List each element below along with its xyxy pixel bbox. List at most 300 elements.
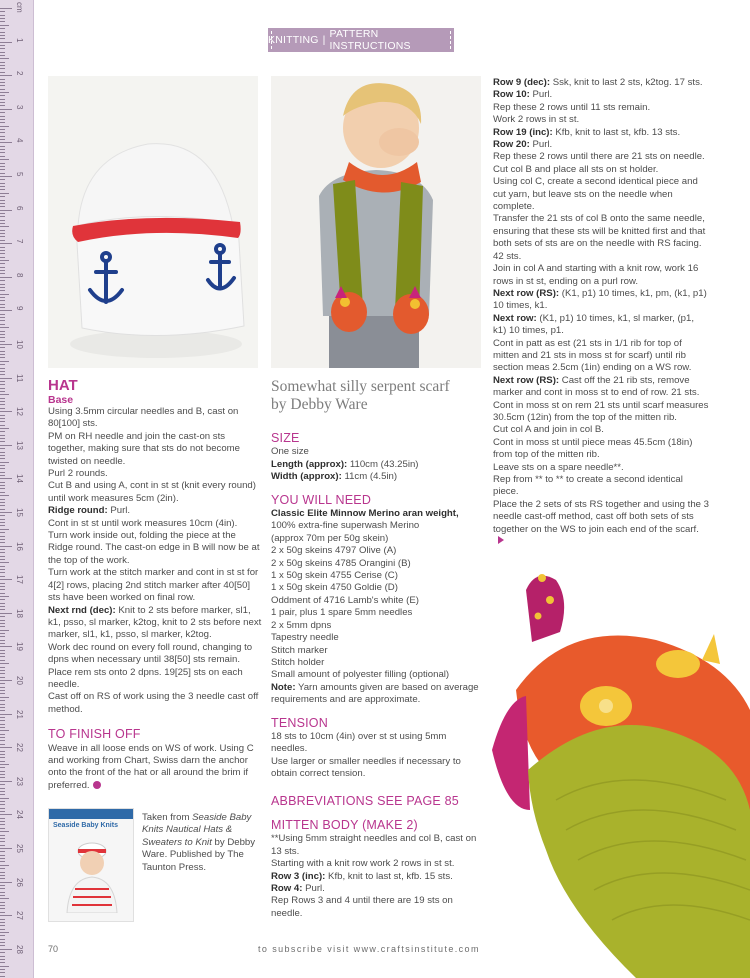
material-item: Small amount of polyester filling (optional): [271, 669, 450, 681]
yarn-name: Classic Elite Minnow Merino aran weight,: [271, 508, 459, 520]
step-text: Purl.: [107, 505, 131, 517]
ruler-tick: [0, 72, 5, 73]
length-line: Length (approx): 110cm (43.25in): [271, 458, 419, 470]
ruler-tick: [0, 378, 12, 379]
ruler-tick: [0, 488, 5, 489]
hat-step: Turn work inside out, folding the piece at the Ridge round. The cast-on edge in B will now be at the top of the work.: [48, 530, 260, 566]
ruler-tick: [0, 260, 9, 261]
ruler-tick: [0, 660, 5, 661]
ruler-tick: [0, 82, 5, 83]
ruler-tick: [0, 253, 5, 254]
ruler-tick: [0, 415, 5, 416]
ruler-tick: [0, 344, 12, 345]
ruler-tick: [0, 189, 5, 190]
ruler-tick: [0, 720, 5, 721]
row-step: Row 10: Purl.: [493, 89, 553, 101]
ruler-tick: [0, 704, 5, 705]
row-step: Cont in patt as est (21 sts in 1/1 rib for top of mitten and 21 sts in moss st for scarf) until rib section meas 2.5cm (1in) ending on a WS row.: [493, 337, 692, 374]
material-item: Tapestry needle: [271, 632, 339, 644]
ruler-tick: [0, 700, 5, 701]
ruler-tick: [0, 21, 5, 22]
ruler-number: 17: [15, 575, 24, 585]
ruler-unit: cm: [15, 2, 24, 13]
ruler-tick: [0, 882, 12, 883]
ruler-tick: [0, 448, 5, 449]
ruler-tick: [0, 468, 5, 469]
ruler-tick: [0, 868, 5, 869]
ruler-number: 9: [15, 306, 24, 311]
ruler-tick: [0, 824, 5, 825]
hat-heading: HAT: [48, 377, 78, 394]
ruler-tick: [0, 505, 5, 506]
book-cover-title: Seaside Baby Knits: [53, 822, 118, 829]
ruler-tick: [0, 371, 5, 372]
ruler-number: 19: [15, 642, 24, 652]
ruler-tick: [0, 15, 5, 16]
ruler-tick: [0, 320, 5, 321]
ruler-tick: [0, 848, 12, 849]
ruler-tick: [0, 337, 5, 338]
finish-text: Weave in all loose ends on WS of work. Using C and working from Chart, Swiss darn the anchor onto the front of the hat or all around the brim if preferred.: [48, 742, 254, 791]
row-step: Cut col A and join in col B.: [493, 424, 604, 436]
hat-photo: [48, 76, 258, 368]
ruler-tick: [0, 425, 5, 426]
ruler-tick: [0, 922, 5, 923]
ruler-tick: [0, 173, 5, 174]
ruler-tick: [0, 475, 5, 476]
row-step: Place the 2 sets of sts RS together and using the 3 needle cast-off method, cast off both sets of sts together on the WS to join each end of the scarf.: [493, 499, 709, 549]
ruler-tick: [0, 156, 5, 157]
material-item: 2 x 50g skeins 4797 Olive (A): [271, 545, 397, 557]
ruler-number: 8: [15, 272, 24, 278]
ruler-tick: [0, 25, 9, 26]
step-label: Ridge round:: [48, 505, 108, 517]
ruler-tick: [0, 247, 5, 248]
ruler-number: 23: [15, 776, 24, 786]
ruler-tick: [0, 455, 5, 456]
ruler-tick: [0, 663, 9, 664]
ruler-tick: [0, 452, 5, 453]
ruler-tick: [0, 334, 5, 335]
ruler-tick: [0, 200, 5, 201]
ruler-tick: [0, 677, 5, 678]
book-cover-band: [49, 809, 133, 819]
ruler-tick: [0, 794, 5, 795]
ruler-tick: [0, 680, 12, 681]
ruler-tick: [0, 374, 5, 375]
ruler-tick: [0, 297, 5, 298]
ruler-tick: [0, 310, 12, 311]
ruler-tick: [0, 734, 5, 735]
ruler-tick: [0, 757, 5, 758]
row-step: Rep from ** to ** to create a second identical piece.: [493, 474, 683, 498]
continue-arrow-icon: [498, 536, 504, 544]
abbreviations-heading: ABBREVIATIONS SEE PAGE 85: [271, 793, 459, 808]
ruler-tick: [0, 579, 12, 580]
mitten-step: **Using 5mm straight needles and col B, cast on 13 sts.: [271, 833, 477, 857]
ruler-tick: [0, 811, 5, 812]
ruler-tick: [0, 499, 5, 500]
ruler-tick: [0, 525, 5, 526]
ruler-number: 7: [15, 239, 24, 244]
ruler-tick: [0, 193, 9, 194]
ruler-number: 15: [15, 508, 24, 517]
ruler-tick: [0, 905, 5, 906]
hat-step: PM on RH needle and join the cast-on sts together, making sure that sts do not become twisted on needle.: [48, 430, 240, 467]
ruler-tick: [0, 929, 5, 930]
ruler-tick: [0, 300, 5, 301]
ruler-tick: [0, 68, 5, 69]
tension-text: Use larger or smaller needles if necessary to obtain correct tension.: [271, 755, 461, 780]
ruler-tick: [0, 683, 5, 684]
ruler-tick: [0, 855, 5, 856]
ruler-tick: [0, 908, 5, 909]
ruler-tick: [0, 116, 5, 117]
ruler-tick: [0, 223, 5, 224]
mitten-heading: MITTEN BODY (MAKE 2): [271, 817, 418, 832]
end-dot-icon: [93, 781, 101, 789]
ruler-tick: [0, 280, 5, 281]
ruler-tick: [0, 976, 5, 977]
ruler-tick: [0, 841, 5, 842]
row-step: Next row: (K1, p1) 10 times, k1, sl marker, (p1, k1) 10 times, p1.: [493, 312, 695, 337]
ruler-tick: [0, 290, 5, 291]
ruler-tick: [0, 724, 5, 725]
ruler-tick: [0, 105, 5, 106]
ruler-tick: [0, 959, 5, 960]
ruler-tick: [0, 730, 9, 731]
ruler-tick: [0, 119, 5, 120]
ruler-tick: [0, 727, 5, 728]
ruler-tick: [0, 226, 9, 227]
ruler-tick: [0, 542, 5, 543]
ruler-tick: [0, 351, 5, 352]
ruler-tick: [0, 220, 5, 221]
ruler-tick: [0, 509, 5, 510]
ruler-tick: [0, 270, 5, 271]
ruler-number: 18: [15, 608, 24, 618]
ruler-number: 6: [15, 205, 24, 211]
ruler-tick: [0, 643, 5, 644]
ruler-tick: [0, 327, 9, 328]
ruler-tick: [0, 969, 5, 970]
ruler-tick: [0, 213, 5, 214]
hat-step: Place rem sts onto 2 dpns. 19[25] sts on each needle.: [48, 666, 243, 690]
ruler-tick: [0, 243, 12, 244]
material-item: Oddment of 4716 Lamb's white (E): [271, 594, 419, 606]
ruler-tick: [0, 179, 5, 180]
ruler-tick: [0, 324, 5, 325]
row-step: Next row (RS): Cast off the 21 rib sts, remove marker and cont in moss st to end of row. 21 sts.: [493, 374, 700, 399]
header-separator: |: [322, 34, 326, 46]
ruler-tick: [0, 136, 5, 137]
row-step: Using col C, create a second identical piece and cut yarn, but leave sts on the needle when complete.: [493, 176, 698, 213]
ruler-tick: [0, 263, 5, 264]
note: Note: Yarn amounts given are based on average requirements and are approximate.: [271, 681, 479, 706]
ruler-tick: [0, 552, 5, 553]
ruler-number: 3: [15, 104, 24, 110]
ruler-number: 5: [15, 172, 24, 177]
ruler-tick: [0, 42, 12, 43]
ruler-tick: [0, 935, 5, 936]
ruler-tick: [0, 28, 5, 29]
boy-scarf-photo: [271, 76, 481, 368]
ruler-tick: [0, 932, 9, 933]
ruler-tick: [0, 472, 5, 473]
ruler-tick: [0, 122, 5, 123]
row-step: Work 2 rows in st st.: [493, 114, 580, 126]
ruler-tick: [0, 163, 5, 164]
ruler-tick: [0, 875, 5, 876]
size-heading: SIZE: [271, 431, 300, 445]
ruler-tick: [0, 603, 5, 604]
ruler-tick: [0, 515, 5, 516]
book-title: Seaside Baby Knits Nautical Hats & Sweaters to Knit: [142, 812, 252, 848]
ruler-tick: [0, 401, 5, 402]
ruler-number: 16: [15, 541, 24, 551]
ruler-tick: [0, 895, 5, 896]
material-item: 2 x 5mm dpns: [271, 619, 332, 631]
row-step: Row 19 (inc): Kfb, knit to last st, kfb. 13 sts.: [493, 126, 681, 138]
ruler-tick: [0, 465, 5, 466]
yarn-desc: 100% extra-fine superwash Merino: [271, 520, 420, 532]
ruler-tick: [0, 673, 5, 674]
ruler-tick: [0, 462, 9, 463]
ruler-tick: [0, 354, 5, 355]
ruler-tick: [0, 314, 5, 315]
ruler-tick: [0, 32, 5, 33]
ruler-tick: [0, 788, 5, 789]
ruler-tick: [0, 656, 5, 657]
ruler-tick: [0, 572, 5, 573]
ruler-tick: [0, 942, 5, 943]
ruler-tick: [0, 781, 12, 782]
ruler-tick: [0, 774, 5, 775]
ruler-tick: [0, 126, 9, 127]
ruler-tick: [0, 186, 5, 187]
ruler-tick: [0, 62, 5, 63]
ruler-tick: [0, 878, 5, 879]
material-item: 1 x 50g skein 4755 Cerise (C): [271, 570, 398, 582]
ruler-tick: [0, 8, 12, 9]
ruler-tick: [0, 48, 5, 49]
mitten-step: Row 4: Purl.: [271, 883, 325, 894]
ruler-tick: [0, 55, 5, 56]
ruler-tick: [0, 435, 5, 436]
ruler-tick: [0, 784, 5, 785]
ruler-tick: [0, 75, 12, 76]
mitten-continued: [493, 77, 709, 548]
ruler-tick: [0, 858, 5, 859]
tension-text: 18 sts to 10cm (4in) over st st using 5mm needles.: [271, 730, 447, 755]
ruler-tick: [0, 394, 9, 395]
ruler-tick: [0, 236, 5, 237]
ruler-tick: [0, 888, 5, 889]
ruler-tick: [0, 814, 12, 815]
ruler-tick: [0, 737, 5, 738]
ruler-tick: [0, 791, 5, 792]
ruler-number: 24: [15, 810, 24, 820]
ruler-tick: [0, 747, 12, 748]
materials-list: [271, 545, 485, 681]
ruler-tick: [0, 687, 5, 688]
mitten-step: Rep Rows 3 and 4 until there are 19 sts on needle.: [271, 895, 453, 919]
ruler-tick: [0, 404, 5, 405]
yarn-desc: (approx 70m per 50g skein): [271, 532, 389, 544]
ruler-number: 21: [15, 709, 24, 719]
ruler-number: 13: [15, 440, 24, 450]
ruler-tick: [0, 845, 5, 846]
ruler-tick: [0, 240, 5, 241]
ruler-tick: [0, 341, 5, 342]
ruler-tick: [0, 865, 9, 866]
ruler-tick: [0, 808, 5, 809]
ruler-tick: [0, 653, 5, 654]
ruler-tick: [0, 754, 5, 755]
ruler-tick: [0, 408, 5, 409]
ruler-tick: [0, 609, 5, 610]
material-item: 1 x 50g skein 4750 Goldie (D): [271, 582, 398, 594]
ruler-tick: [0, 892, 5, 893]
ruler-tick: [0, 861, 5, 862]
ruler-tick: [0, 885, 5, 886]
hat-step: Cut B and using A, cont in st st (knit every round) until work measures 5cm (2in).: [48, 480, 256, 504]
ruler-tick: [0, 522, 5, 523]
size-value: One size: [271, 446, 309, 458]
ruler-tick: [0, 898, 9, 899]
ruler-tick: [0, 203, 5, 204]
ruler-tick: [0, 569, 5, 570]
ruler-tick: [0, 767, 5, 768]
ruler-tick: [0, 912, 5, 913]
ruler-tick: [0, 710, 5, 711]
row-step: Join in col A and starting with a knit row, work 16 rows in st st, ending on a purl row.: [493, 263, 699, 287]
ruler-tick: [0, 761, 5, 762]
hat-step: [48, 605, 262, 642]
ruler-tick: [0, 620, 5, 621]
ruler-tick: [0, 556, 5, 557]
ruler-tick: [0, 801, 5, 802]
ruler-tick: [0, 347, 5, 348]
finish-heading: TO FINISH OFF: [48, 727, 141, 742]
row-step: Row 9 (dec): Ssk, knit to last 2 sts, k2tog. 17 sts.: [493, 77, 703, 88]
ruler-tick: [0, 368, 5, 369]
ruler-tick: [0, 586, 5, 587]
step-text: Knit to 2 sts before marker, sl1, k1, psso, sl marker, k2tog, knit to 2 sts before next marker, sl1, k1, psso, sl marker, k2tog.: [48, 604, 262, 641]
ruler-tick: [0, 149, 5, 150]
hat-step: Using 3.5mm circular needles and B, cast on 80[100] sts.: [48, 406, 239, 430]
page-number: 70: [48, 944, 59, 954]
ruler-tick: [0, 92, 9, 93]
ruler-tick: [0, 388, 5, 389]
ruler-tick: [0, 478, 12, 479]
ruler-tick: [0, 828, 5, 829]
book-baby-image: [49, 829, 134, 913]
hat-step: Cast off on RS of work using the 3 needle cast off method.: [48, 691, 259, 715]
ruler-tick: [0, 751, 5, 752]
ruler-tick: [0, 361, 9, 362]
ruler-tick: [0, 939, 5, 940]
ruler-tick: [0, 606, 5, 607]
ruler-tick: [0, 381, 5, 382]
ruler-tick: [0, 902, 5, 903]
row-step: Transfer the 21 sts of col B onto the same needle, ensuring that these sts will be knitted first and that both sets of sts are on the needle with RS facing. 42 sts.: [493, 213, 706, 262]
ruler-tick: [0, 764, 9, 765]
row-step: Cont in moss st on rem 21 sts until scarf measures 30.5cm (12in) from the top of the mitten rib.: [493, 399, 709, 423]
ruler-tick: [0, 384, 5, 385]
ruler-tick: [0, 441, 5, 442]
section-label: KNITTING: [268, 34, 319, 46]
ruler-tick: [0, 18, 5, 19]
step-label: Next rnd (dec):: [48, 604, 116, 616]
ruler-tick: [0, 438, 5, 439]
ruler-tick: [0, 142, 12, 143]
ruler-tick: [0, 152, 5, 153]
ruler-tick: [0, 169, 5, 170]
ruler-tick: [0, 52, 5, 53]
ruler-tick: [0, 536, 5, 537]
ruler-tick: [0, 398, 5, 399]
ruler-tick: [0, 693, 5, 694]
ruler-tick: [0, 495, 9, 496]
ruler-tick: [0, 35, 5, 36]
ruler-tick: [0, 512, 12, 513]
section-header: [268, 28, 454, 52]
ruler-tick: [0, 159, 9, 160]
ruler-tick: [0, 267, 5, 268]
material-item: Stitch holder: [271, 656, 325, 668]
tension-heading: TENSION: [271, 715, 328, 730]
ruler-tick: [0, 566, 5, 567]
ruler-tick: [0, 532, 5, 533]
ruler-tick: [0, 102, 5, 103]
ruler-number: 25: [15, 844, 24, 853]
ruler-tick: [0, 391, 5, 392]
row-step: Cut col B and place all sts on st holder.: [493, 163, 659, 175]
ruler-number: 1: [15, 37, 24, 43]
ruler-number: 4: [15, 138, 24, 143]
material-item: Stitch marker: [271, 644, 328, 656]
hat-instructions: [48, 376, 262, 792]
ruler-tick: [0, 428, 9, 429]
ruler-tick: [0, 640, 5, 641]
ruler-tick: [0, 45, 5, 46]
ruler-number: 14: [15, 474, 24, 484]
ruler-tick: [0, 717, 5, 718]
ruler-tick: [0, 139, 5, 140]
ruler-tick: [0, 210, 12, 211]
ruler-tick: [0, 89, 5, 90]
ruler-tick: [0, 206, 5, 207]
ruler-number: 28: [15, 944, 24, 954]
mitten-step: Starting with a knit row work 2 rows in st st.: [271, 858, 455, 870]
ruler-tick: [0, 821, 5, 822]
row-step: Next row (RS): (K1, p1) 10 times, k1, pm, (k1, p1) 10 times, k1.: [493, 287, 707, 312]
ruler-tick: [0, 529, 9, 530]
ruler-number: 10: [15, 340, 24, 349]
ruler-number: 20: [15, 676, 24, 685]
ruler-number: 27: [15, 911, 24, 921]
hat-step: Purl 2 rounds.: [48, 468, 108, 480]
ruler-tick: [0, 633, 5, 634]
ruler-tick: [0, 562, 9, 563]
ruler-tick: [0, 109, 12, 110]
material-item: 2 x 50g skeins 4785 Orangini (B): [271, 557, 411, 569]
ruler-tick: [0, 549, 5, 550]
subscribe-url[interactable]: to subscribe visit www.craftsinstitute.com: [258, 944, 480, 954]
ruler-tick: [0, 915, 12, 916]
ruler-tick: [0, 630, 9, 631]
